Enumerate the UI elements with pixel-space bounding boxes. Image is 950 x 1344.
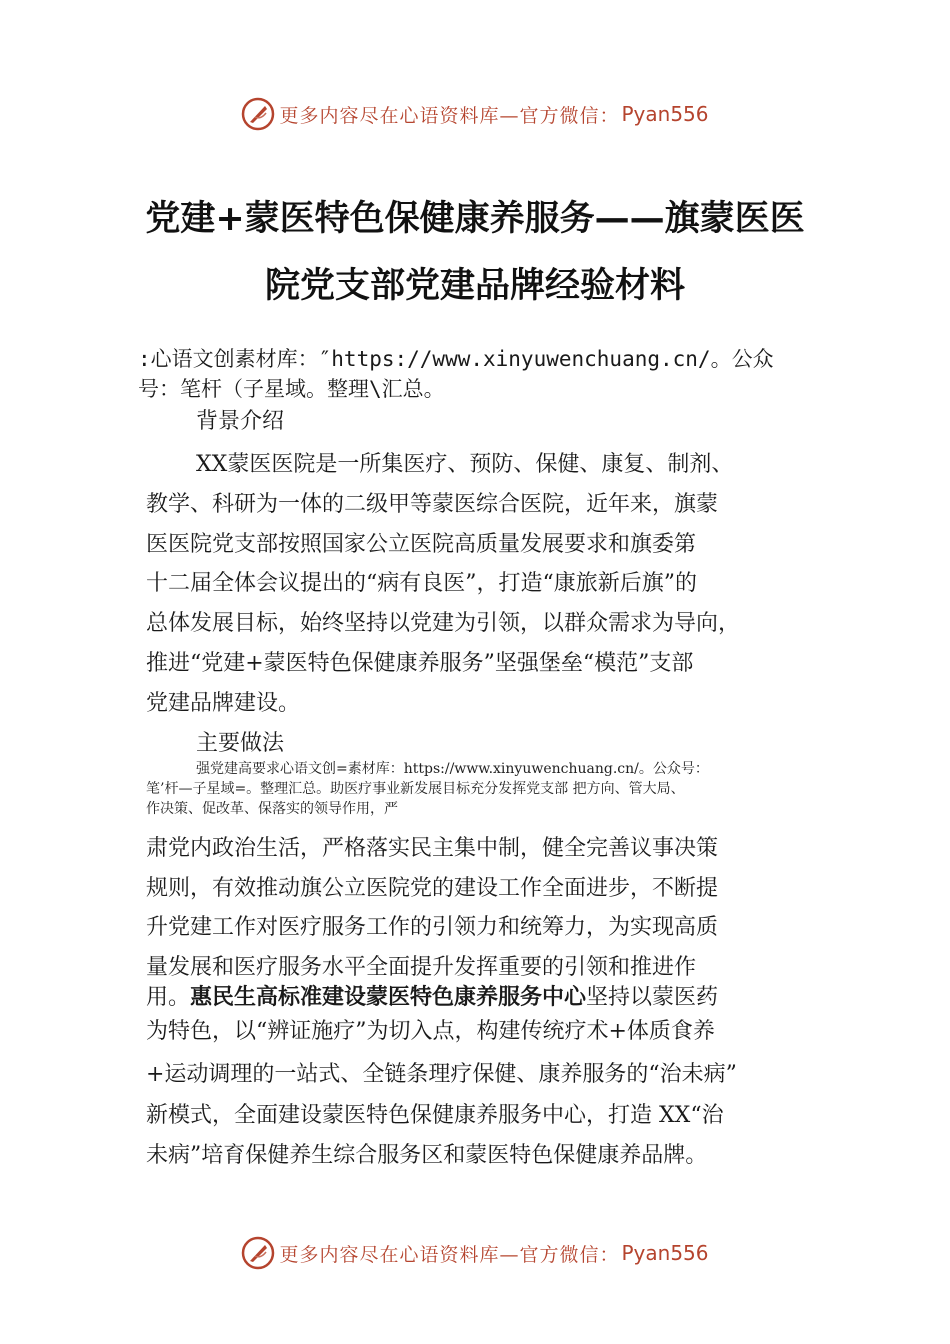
mixed-heading-line [146,980,718,1011]
background-paragraph-line: 总体发展目标，始终坚持以党建为引领，以群众需求为导向， [146,611,741,636]
tail-paragraph-line: +运动调理的一站式、全链条理疗保健、康养服务的“治未病” [146,1062,737,1087]
banner-text: 更多内容尽在心语资料库—官方微信： [279,1243,620,1266]
background-paragraph-line: 教学、科研为一体的二级甲等蒙医综合医院，近年来，旗蒙 [146,492,719,517]
methods-paragraph-line: 量发展和医疗服务水平全面提升发挥重要的引领和推进作 [146,955,697,980]
footer-banner [0,1233,950,1273]
subsection-heading-bold: 惠民生高标准建设蒙医特色康养服务中心 [190,985,587,1010]
methods-paragraph-line: 肃党内政治生活，严格落实民主集中制，健全完善议事决策 [146,836,719,861]
quill-logo-icon [241,1236,275,1270]
tail-paragraph-line: 为特色，以“辨证施疗”为切入点，构建传统疗术+体质食养 [146,1019,715,1044]
banner-wechat-id: Pyan556 [621,1241,709,1265]
inserted-note-line: 作决策、促改革、保落实的领导作用，严 [146,801,398,817]
methods-paragraph-line: 规则，有效推动旗公立医院党的建设工作全面进步，不断提 [146,876,719,901]
quill-logo-icon [241,97,275,131]
document-title-line-2: 院党支部党建品牌经验材料 [264,266,685,306]
inserted-note-line: 强党建高要求心语文创=素材库：https://www.xinyuwenchuang.cn/。公众号： [196,761,709,777]
mixed-line-prefix: 用。 [146,985,191,1010]
tail-paragraph-line: 未病”培育保健养生综合服务区和蒙医特色保健康养品牌。 [146,1143,708,1168]
tail-paragraph-line: 新模式，全面建设蒙医特色保健康养服务中心，打造 XX“治 [146,1103,724,1128]
banner-wechat-id: Pyan556 [621,102,709,126]
methods-heading: 主要做法 [196,731,285,756]
inserted-note-line: 笔’杆—子星域=。整理汇总。助医疗事业新发展目标充分发挥党支部 把方向、管大局、 [146,781,685,797]
background-paragraph-line: 医医院党支部按照国家公立医院高质量发展要求和旗委第 [146,532,697,557]
background-heading: 背景介绍 [196,409,285,434]
source-note-line-2: 号：笔杆（子星域。整理\汇总。 [138,377,445,401]
background-paragraph-line: XX蒙医医院是一所集医疗、预防、保健、康复、制剂、 [196,452,734,477]
document-title-line-1: 党建+蒙医特色保健康养服务——旗蒙医医 [145,199,805,239]
background-paragraph-line: 推进“党建+蒙医特色保健康养服务”坚强堡垒“模范”支部 [146,651,694,676]
source-note-line-1: :心语文创素材库：″https://www.xinyuwenchuang.cn/。公众 [138,347,774,371]
header-banner [0,94,950,134]
background-paragraph-line: 党建品牌建设。 [146,691,301,716]
methods-paragraph-line: 升党建工作对医疗服务工作的引领力和统筹力，为实现高质 [146,915,719,940]
banner-text: 更多内容尽在心语资料库—官方微信： [279,104,620,127]
background-paragraph-line: 十二届全体会议提出的“病有良医”，打造“康旅新后旗”的 [146,571,697,596]
mixed-line-suffix: 坚持以蒙医药 [586,985,719,1010]
